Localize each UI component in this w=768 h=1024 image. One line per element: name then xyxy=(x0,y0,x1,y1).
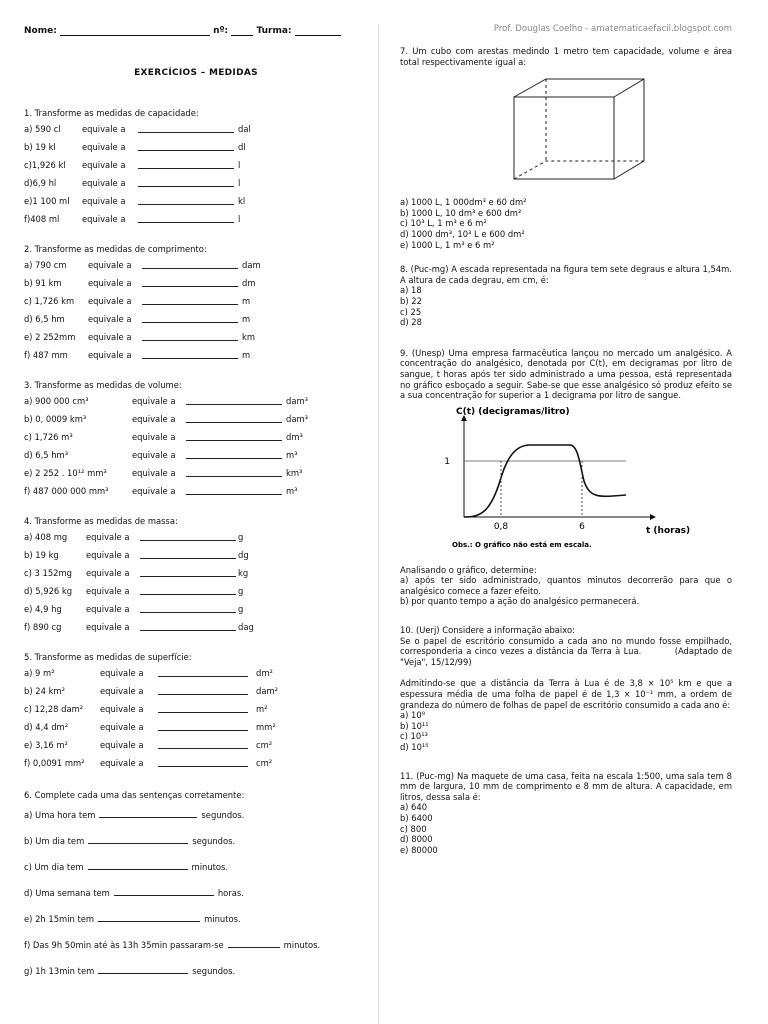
equivale-label: equivale a xyxy=(88,260,132,270)
conversion-row xyxy=(24,414,368,432)
conversion-row xyxy=(24,586,368,604)
answer-blank[interactable] xyxy=(138,178,234,187)
equivale-label: equivale a xyxy=(132,486,176,496)
target-unit: g xyxy=(238,604,244,614)
conversion-row xyxy=(24,686,368,704)
answer-blank[interactable] xyxy=(140,622,236,631)
equivale-label: equivale a xyxy=(88,314,132,324)
measure-label: f) 0,0091 mm² xyxy=(24,758,85,768)
measure-label: f) 487 mm xyxy=(24,350,68,360)
answer-blank[interactable] xyxy=(88,861,188,870)
conversion-row xyxy=(24,740,368,758)
conversion-row xyxy=(24,758,368,776)
question-heading: 4. Transforme as medidas de massa: xyxy=(24,516,178,526)
equivale-label: equivale a xyxy=(86,532,130,542)
conversion-row xyxy=(24,468,368,486)
equivale-label: equivale a xyxy=(132,468,176,478)
conversion-row xyxy=(24,722,368,740)
conversion-row xyxy=(24,622,368,640)
sentence-start: f) Das 9h 50min até às 13h 35min passaram-se xyxy=(24,940,224,950)
sentence-end: segundos. xyxy=(201,810,245,820)
target-unit: cm² xyxy=(256,758,273,768)
question-7-text: 7. Um cubo com arestas medindo 1 metro tem capacidade, volume e área total respectivamente igual a: xyxy=(400,46,732,67)
answer-blank[interactable] xyxy=(98,965,188,974)
answer-option[interactable]: a) 10⁹ xyxy=(400,710,426,721)
equivale-label: equivale a xyxy=(132,414,176,424)
answer-blank[interactable] xyxy=(138,160,234,169)
answer-blank[interactable] xyxy=(186,486,282,495)
answer-option[interactable]: c) 25 xyxy=(400,306,422,317)
class-label: Turma: xyxy=(256,26,292,36)
sentence-row xyxy=(24,939,368,965)
measure-label: d) 4,4 dm² xyxy=(24,722,69,732)
conversion-row xyxy=(24,296,368,314)
y-tick-label: 1 xyxy=(444,456,450,467)
answer-option[interactable]: b) 6400 xyxy=(400,812,433,823)
question-9-text: 9. (Unesp) Uma empresa farmacêutica lançou no mercado um analgésico. A concentração do analgésico, denotada por C(t), em decigramas por litro de sangue, t horas após ter sido administrado a uma pessoa, está representada no gráfico esboçado a seguir. Sabe-se que esse analgésico só produz efeito se a sua concentração for superior a 1 decigrama por litro de sangue. xyxy=(400,347,732,401)
answer-blank[interactable] xyxy=(140,532,236,541)
measure-label: b) 0, 0009 km³ xyxy=(24,414,87,424)
equivale-label: equivale a xyxy=(132,396,176,406)
sentence-end: minutos. xyxy=(283,940,321,950)
sentence-end: segundos. xyxy=(192,966,236,976)
answer-blank[interactable] xyxy=(138,124,234,133)
conversion-row xyxy=(24,214,368,232)
target-unit: m xyxy=(242,350,251,360)
column-divider xyxy=(378,24,379,1024)
answer-blank[interactable] xyxy=(138,214,234,223)
answer-option[interactable]: a) 1000 L, 1 000dm³ e 60 dm² xyxy=(400,197,527,208)
question-9-item: b) por quanto tempo a ação do analgésico permanecerá. xyxy=(400,596,640,607)
sentence-end: segundos. xyxy=(192,836,236,846)
target-unit: m² xyxy=(256,704,268,714)
answer-blank[interactable] xyxy=(158,758,248,767)
measure-label: c) 1,726 m³ xyxy=(24,432,73,442)
right-column xyxy=(400,26,732,855)
x-axis-arrow xyxy=(650,514,656,520)
sentence-start: c) Um dia tem xyxy=(24,862,84,872)
answer-blank[interactable] xyxy=(140,604,236,613)
conversion-row xyxy=(24,124,368,142)
answer-blank[interactable] xyxy=(114,887,214,896)
answer-option[interactable]: c) 10¹³ xyxy=(400,731,428,742)
answer-blank[interactable] xyxy=(158,740,248,749)
measure-label: e) 2 252 . 10¹² mm³ xyxy=(24,468,107,478)
question-heading: 6. Complete cada uma das sentenças corretamente: xyxy=(24,790,245,800)
answer-blank[interactable] xyxy=(98,913,200,922)
conversion-row xyxy=(24,396,368,414)
answer-blank[interactable] xyxy=(186,468,282,477)
equivale-label: equivale a xyxy=(86,568,130,578)
answer-blank[interactable] xyxy=(142,332,238,341)
measure-label: d) 6,5 hm xyxy=(24,314,65,324)
equivale-label: equivale a xyxy=(88,332,132,342)
measure-label: d) 6,5 hm³ xyxy=(24,450,69,460)
target-unit: l xyxy=(238,214,241,224)
measure-label: a) 9 m² xyxy=(24,668,55,678)
target-unit: dam xyxy=(242,260,261,270)
measure-label: b) 24 km² xyxy=(24,686,65,696)
conversion-row xyxy=(24,568,368,586)
target-unit: dl xyxy=(238,142,246,152)
question-11-text: 11. (Puc-mg) Na maquete de uma casa, feita na escala 1:500, uma sala tem 8 mm de largura, 10 mm de comprimento e 8 mm de altura. A capacidade, em litros, dessa sala é: xyxy=(400,770,732,802)
answer-blank[interactable] xyxy=(140,586,236,595)
conversion-row xyxy=(24,532,368,550)
equivale-label: equivale a xyxy=(86,550,130,560)
sentence-row xyxy=(24,809,368,835)
target-unit: m xyxy=(242,314,251,324)
sentence-start: g) 1h 13min tem xyxy=(24,966,95,976)
answer-blank[interactable] xyxy=(138,142,234,151)
question-5 xyxy=(24,652,368,776)
answer-option[interactable]: c) 10³ L, 1 m³ e 6 m² xyxy=(400,218,487,229)
conversion-row xyxy=(24,278,368,296)
question-heading: 5. Transforme as medidas de superfície: xyxy=(24,652,192,662)
number-field[interactable] xyxy=(231,27,253,36)
target-unit: dg xyxy=(238,550,249,560)
cube-front-face xyxy=(514,97,614,179)
measure-label: d)6,9 hl xyxy=(24,178,57,188)
x-tick-label: 0,8 xyxy=(493,521,509,532)
equivale-label: equivale a xyxy=(86,604,130,614)
question-heading: 2. Transforme as medidas de comprimento: xyxy=(24,244,207,254)
sentence-start: d) Uma semana tem xyxy=(24,888,110,898)
answer-blank[interactable] xyxy=(228,939,280,948)
measure-label: f)408 ml xyxy=(24,214,60,224)
measure-label: f) 890 cg xyxy=(24,622,62,632)
answer-blank[interactable] xyxy=(142,278,238,287)
name-field[interactable] xyxy=(60,27,210,36)
target-unit: m xyxy=(242,296,251,306)
measure-label: c) 1,726 km xyxy=(24,296,75,306)
sentence-end: minutos. xyxy=(191,862,229,872)
target-unit: kg xyxy=(238,568,249,578)
answer-blank[interactable] xyxy=(88,835,188,844)
question-10-text: Admitindo-se que a distância da Terra à Lua é de 3,8 × 10⁵ km e que a espessura média de uma folha de papel é de 1,3 × 10⁻¹ mm, a ordem de grandeza do número de folhas de papel de escritório consumido a cada ano é: xyxy=(400,678,732,710)
answer-option[interactable]: e) 80000 xyxy=(400,844,438,855)
answer-blank[interactable] xyxy=(140,568,236,577)
name-label: Nome: xyxy=(24,26,57,36)
equivale-label: equivale a xyxy=(88,350,132,360)
sentence-row xyxy=(24,835,368,861)
measure-label: e)1 100 ml xyxy=(24,196,70,206)
equivale-label: equivale a xyxy=(100,668,144,678)
measure-label: e) 2 252mm xyxy=(24,332,76,342)
equivale-label: equivale a xyxy=(82,214,126,224)
target-unit: m³ xyxy=(286,450,298,460)
answer-option[interactable]: d) 8000 xyxy=(400,834,433,845)
answer-blank[interactable] xyxy=(158,704,248,713)
answer-blank[interactable] xyxy=(142,350,238,359)
answer-blank[interactable] xyxy=(158,668,248,677)
sentence-start: b) Um dia tem xyxy=(24,836,85,846)
equivale-label: equivale a xyxy=(100,740,144,750)
question-heading: 3. Transforme as medidas de volume: xyxy=(24,380,182,390)
answer-blank[interactable] xyxy=(142,314,238,323)
answer-blank[interactable] xyxy=(158,722,248,731)
measure-label: c) 3 152mg xyxy=(24,568,72,578)
equivale-label: equivale a xyxy=(82,160,126,170)
target-unit: dm³ xyxy=(286,432,303,442)
cube-back-edges xyxy=(514,79,644,179)
target-unit: g xyxy=(238,532,244,542)
target-unit: dam² xyxy=(256,686,278,696)
answer-option[interactable]: e) 1000 L, 1 m³ e 6 m² xyxy=(400,239,495,250)
question-9-prompt: Analisando o gráfico, determine: xyxy=(400,564,537,575)
question-9-item: a) após ter sido administrado, quantos minutos decorrerão para que o analgésico comece a fazer efeito. xyxy=(400,575,732,596)
conversion-row xyxy=(24,704,368,722)
target-unit: dam³ xyxy=(286,396,308,406)
equivale-label: equivale a xyxy=(86,586,130,596)
equivale-label: equivale a xyxy=(82,124,126,134)
target-unit: l xyxy=(238,160,241,170)
conversion-row xyxy=(24,260,368,278)
answer-option[interactable]: b) 22 xyxy=(400,295,422,306)
x-axis-label: t (horas) xyxy=(646,525,691,536)
target-unit: g xyxy=(238,586,244,596)
conversion-row xyxy=(24,450,368,468)
question-1 xyxy=(24,108,368,232)
author-credit: Prof. Douglas Coelho - amatematicaefacil.blogspot.com xyxy=(493,24,732,34)
target-unit: dm² xyxy=(256,668,273,678)
target-unit: kl xyxy=(238,196,246,206)
conversion-row xyxy=(24,314,368,332)
concentration-curve xyxy=(464,445,626,517)
answer-blank[interactable] xyxy=(99,809,197,818)
measure-label: e) 3,16 m² xyxy=(24,740,68,750)
answer-option[interactable]: b) 10¹¹ xyxy=(400,720,429,731)
equivale-label: equivale a xyxy=(132,432,176,442)
equivale-label: equivale a xyxy=(100,758,144,768)
concentration-chart xyxy=(400,405,732,555)
question-10-statement: Se o papel de escritório consumido a cada ano no mundo fosse empilhado, corresponderia a cinco vezes a distância da Terra à Lua. xyxy=(400,635,732,657)
conversion-row xyxy=(24,160,368,178)
equivale-label: equivale a xyxy=(88,278,132,288)
answer-option[interactable]: a) 640 xyxy=(400,802,428,813)
equivale-label: equivale a xyxy=(100,704,144,714)
conversion-row xyxy=(24,604,368,622)
answer-option[interactable]: b) 1000 L, 10 dm³ e 600 dm² xyxy=(400,207,522,218)
target-unit: mm² xyxy=(256,722,276,732)
conversion-row xyxy=(24,332,368,350)
measure-label: c)1,926 kl xyxy=(24,160,66,170)
target-unit: dag xyxy=(238,622,254,632)
answer-blank[interactable] xyxy=(142,260,238,269)
equivale-label: equivale a xyxy=(82,196,126,206)
equivale-label: equivale a xyxy=(82,178,126,188)
measure-label: f) 487 000 000 mm³ xyxy=(24,486,109,496)
answer-blank[interactable] xyxy=(186,414,282,423)
measure-label: a) 790 cm xyxy=(24,260,67,270)
question-10-context xyxy=(400,636,732,668)
number-label: nº: xyxy=(213,26,229,36)
sentence-row xyxy=(24,861,368,887)
measure-label: e) 4,9 hg xyxy=(24,604,62,614)
conversion-row xyxy=(24,350,368,368)
answer-option[interactable]: a) 18 xyxy=(400,285,422,296)
sentence-end: minutos. xyxy=(204,914,241,924)
measure-label: b) 19 kg xyxy=(24,550,59,560)
measure-label: a) 590 cl xyxy=(24,124,61,134)
equivale-label: equivale a xyxy=(88,296,132,306)
answer-option[interactable]: d) 28 xyxy=(400,317,422,328)
answer-blank[interactable] xyxy=(142,296,238,305)
answer-option[interactable]: d) 1000 dm³, 10³ L e 600 dm² xyxy=(400,228,525,239)
answer-blank[interactable] xyxy=(186,396,282,405)
answer-blank[interactable] xyxy=(186,450,282,459)
question-6 xyxy=(24,790,368,991)
question-10-source: (Adaptado de "Veja", 15/12/99) xyxy=(400,646,733,667)
answer-blank[interactable] xyxy=(140,550,236,559)
conversion-row xyxy=(24,486,368,504)
y-axis-label: C(t) (decigramas/litro) xyxy=(456,406,570,417)
question-8-text: 8. (Puc-mg) A escada representada na figura tem sete degraus e altura 1,54m. A altura de cada degrau, em cm, é: xyxy=(400,264,732,285)
measure-label: b) 19 kl xyxy=(24,142,56,152)
target-unit: dam³ xyxy=(286,414,308,424)
measure-label: b) 91 km xyxy=(24,278,62,288)
conversion-row xyxy=(24,196,368,214)
target-unit: km xyxy=(242,332,256,342)
target-unit: dm xyxy=(242,278,256,288)
conversion-row xyxy=(24,550,368,568)
target-unit: cm² xyxy=(256,740,273,750)
measure-label: c) 12,28 dam² xyxy=(24,704,84,714)
sentence-end: horas. xyxy=(217,888,244,898)
equivale-label: equivale a xyxy=(100,686,144,696)
answer-blank[interactable] xyxy=(138,196,234,205)
target-unit: km³ xyxy=(286,468,303,478)
target-unit: dal xyxy=(238,124,251,134)
measure-label: d) 5,926 kg xyxy=(24,586,73,596)
target-unit: l xyxy=(238,178,241,188)
target-unit: m³ xyxy=(286,486,298,496)
equivale-label: equivale a xyxy=(82,142,126,152)
measure-label: a) 900 000 cm³ xyxy=(24,396,89,406)
answer-blank[interactable] xyxy=(186,432,282,441)
page-title: EXERCÍCIOS – MEDIDAS xyxy=(134,68,258,78)
measure-label: a) 408 mg xyxy=(24,532,68,542)
equivale-label: equivale a xyxy=(86,622,130,632)
sentence-row xyxy=(24,913,368,939)
chart-caption: Obs.: O gráfico não está em escala. xyxy=(452,540,592,549)
question-2 xyxy=(24,244,368,368)
class-field[interactable] xyxy=(295,27,341,36)
sentence-start: e) 2h 15min tem xyxy=(24,914,95,924)
left-column xyxy=(24,26,368,991)
answer-blank[interactable] xyxy=(158,686,248,695)
sentence-row xyxy=(24,965,368,991)
sentence-row xyxy=(24,887,368,913)
question-heading: 1. Transforme as medidas de capacidade: xyxy=(24,108,199,118)
question-4 xyxy=(24,516,368,640)
conversion-row xyxy=(24,432,368,450)
question-10-intro: 10. (Uerj) Considere a informação abaixo: xyxy=(400,625,575,636)
conversion-row xyxy=(24,668,368,686)
question-3 xyxy=(24,380,368,504)
x-tick-label: 6 xyxy=(579,521,585,532)
conversion-row xyxy=(24,178,368,196)
answer-option[interactable]: d) 10¹⁵ xyxy=(400,742,429,752)
answer-option[interactable]: c) 800 xyxy=(400,823,427,834)
equivale-label: equivale a xyxy=(132,450,176,460)
student-header xyxy=(24,26,368,36)
conversion-row xyxy=(24,142,368,160)
cube-figure xyxy=(400,73,732,191)
equivale-label: equivale a xyxy=(100,722,144,732)
sentence-start: a) Uma hora tem xyxy=(24,810,96,820)
